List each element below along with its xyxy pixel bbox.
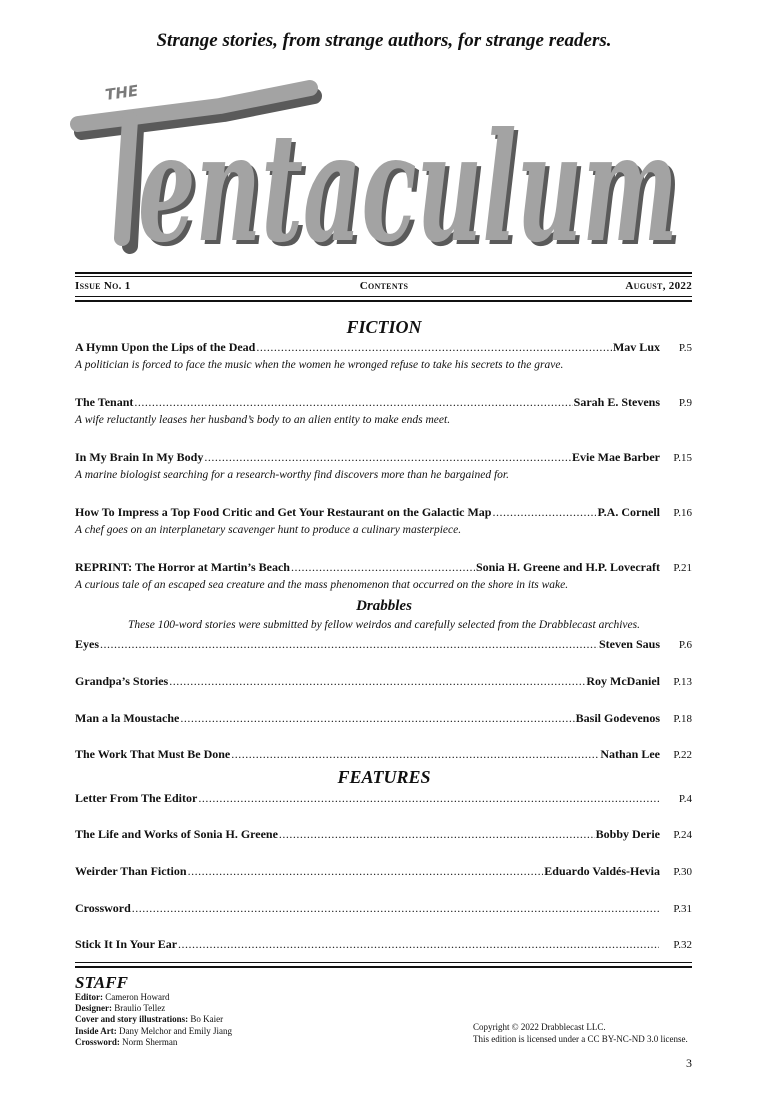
svg-text:entaculum: entaculum (142, 104, 682, 258)
section-drabbles: Drabbles (356, 598, 412, 614)
staff-row: Editor: Cameron Howard (75, 992, 170, 1002)
toc-entry[interactable] (75, 864, 692, 880)
entry-description: A curious tale of an escaped sea creature and the mass phenomenon that occurred on the shore in its wake. (75, 579, 569, 591)
section-fiction: FICTION (346, 317, 422, 337)
leader-dots (134, 395, 572, 410)
entry-page: P.24 (673, 829, 692, 841)
svg-text:entaculum: entaculum (138, 100, 678, 258)
toc-entry[interactable] (75, 791, 692, 807)
toc-entry[interactable] (75, 340, 692, 356)
leader-dots (279, 827, 595, 842)
entry-author: Sonia H. Greene and H.P. Lovecraft (476, 560, 660, 574)
entry-author: Evie Mae Barber (572, 450, 660, 464)
entry-page: P.16 (673, 507, 692, 519)
issue-date: August, 2022 (625, 280, 692, 292)
leader-dots (188, 864, 544, 879)
entry-description: A chef goes on an interplanetary scavenger hunt to produce a culinary masterpiece. (75, 524, 462, 536)
toc-entry[interactable] (75, 637, 692, 653)
leader-dots (180, 711, 574, 726)
toc-entry[interactable] (75, 937, 692, 953)
leader-dots (204, 450, 571, 465)
toc-entry[interactable] (75, 901, 692, 917)
entry-author: Bobby Derie (595, 827, 660, 841)
header-rule-top (75, 272, 692, 274)
entry-author: Mav Lux (612, 340, 660, 354)
entry-title: A Hymn Upon the Lips of the Dead (75, 340, 256, 354)
staff-heading: STAFF (75, 973, 128, 992)
entry-page: P.31 (673, 903, 692, 915)
staff-row: Inside Art: Dany Melchor and Emily Jiang (75, 1025, 232, 1036)
toc-entry[interactable] (75, 560, 692, 576)
entry-author: P.A. Cornell (597, 505, 660, 519)
toc-entry[interactable] (75, 450, 692, 466)
toc-entry[interactable] (75, 747, 692, 763)
leader-dots (198, 791, 659, 806)
entry-description: A wife reluctantly leases her husband’s body to an alien entity to make ends meet. (75, 414, 451, 426)
issue-number: Issue No. 1 (75, 280, 131, 292)
toc-entry[interactable] (75, 711, 692, 727)
entry-title: Letter From The Editor (75, 791, 198, 805)
toc-entry[interactable] (75, 505, 692, 521)
leader-dots (231, 747, 599, 762)
staff-row: Designer: Braulio Tellez (75, 1003, 166, 1014)
leader-dots (256, 340, 612, 355)
entry-title: Grandpa’s Stories (75, 674, 169, 688)
entry-description: A politician is forced to face the music when the women he wronged refuse to take his secrets to the grave. (75, 359, 564, 371)
entry-page: P.9 (678, 397, 692, 409)
entry-title: The Work That Must Be Done (75, 747, 231, 761)
header-rule-bottom (75, 300, 692, 302)
entry-author: Steven Saus (598, 637, 660, 651)
entry-title: Crossword (75, 901, 131, 915)
entry-page: P.4 (678, 793, 692, 805)
tentaculum-logo (70, 66, 700, 258)
page-number: 3 (686, 1056, 692, 1070)
entry-title: REPRINT: The Horror at Martin’s Beach (75, 560, 290, 574)
section-features: FEATURES (337, 767, 431, 787)
staff-list (75, 992, 232, 1048)
leader-dots (100, 637, 598, 652)
toc-entry[interactable] (75, 395, 692, 411)
entry-page: P.13 (673, 676, 692, 688)
leader-dots (132, 901, 659, 916)
entry-title: Stick It In Your Ear (75, 937, 178, 951)
staff-row: Cover and story illustrations: Bo Kaier (75, 1014, 224, 1025)
entry-description: A marine biologist searching for a research-worthy find discovers more than he bargained for. (75, 469, 509, 481)
entry-title: The Tenant (75, 395, 134, 409)
entry-title: Eyes (75, 637, 99, 651)
footer-rule (75, 966, 692, 968)
copyright-notice: Copyright © 2022 Drabblecast LLC. This edition is licensed under a CC BY-NC-ND 3.0 license. (473, 1022, 688, 1044)
entry-page: P.18 (673, 713, 692, 725)
entry-title: How To Impress a Top Food Critic and Get Your Restaurant on the Galactic Map (75, 505, 492, 519)
entry-author: Roy McDaniel (586, 674, 660, 688)
header-rule-top-thin (75, 276, 692, 277)
entry-title: Man a la Moustache (75, 711, 180, 725)
leader-dots (291, 560, 475, 575)
entry-page: P.5 (678, 342, 692, 354)
footer-rule-thin (75, 962, 692, 963)
entry-page: P.6 (678, 639, 692, 651)
contents-heading: Contents (359, 280, 409, 292)
drabbles-intro: These 100-word stories were submitted by fellow weirdos and carefully selected from the Drabblecast archives. (128, 619, 640, 631)
logo-small-text: THE (104, 81, 140, 104)
entry-page: P.21 (673, 562, 692, 574)
toc-entry[interactable] (75, 674, 692, 690)
entry-page: P.15 (673, 452, 692, 464)
entry-author: Nathan Lee (600, 747, 660, 761)
entry-page: P.22 (673, 749, 692, 761)
header-rule-bottom-thin (75, 296, 692, 297)
entry-author: Eduardo Valdés-Hevia (544, 864, 660, 878)
toc-entry[interactable] (75, 827, 692, 843)
leader-dots (178, 937, 659, 952)
entry-title: The Life and Works of Sonia H. Greene (75, 827, 278, 841)
entry-title: In My Brain In My Body (75, 450, 204, 464)
leader-dots (492, 505, 596, 520)
entry-author: Basil Godevenos (575, 711, 660, 725)
entry-page: P.32 (673, 939, 692, 951)
entry-title: Weirder Than Fiction (75, 864, 187, 878)
leader-dots (169, 674, 585, 689)
entry-author: Sarah E. Stevens (573, 395, 660, 409)
tagline: Strange stories, from strange authors, for strange readers. (156, 30, 612, 51)
staff-row: Crossword: Norm Sherman (75, 1036, 178, 1047)
entry-page: P.30 (673, 866, 692, 878)
